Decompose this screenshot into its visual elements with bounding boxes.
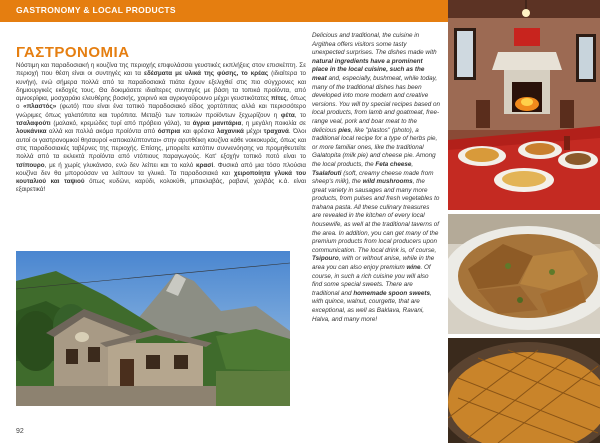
greek-text-run: Νόστιμη και παραδοσιακή η κουζίνα της περιοχής επιφυλάσσει γευστικές εκπλήξεις στον επισκέπτη. Σε περιοχή που θέση είναι οι συντηγές και τα — [16, 62, 306, 78]
english-body-text — [312, 32, 440, 324]
greek-bold-run: τραχανά — [263, 128, 289, 136]
baklava-tray-photo — [448, 338, 600, 443]
greek-text-run: αλλά και πολλά ακόμα προϊόντα από — [46, 128, 158, 136]
english-bold-run: Tsipouro — [312, 255, 339, 263]
greek-title: ΓΑΣΤΡΟΝΟΜΙΑ — [16, 44, 130, 61]
greek-body-text — [16, 62, 306, 195]
greek-bold-run: τσαλαφούτι — [16, 120, 51, 128]
greek-bold-run: κρασί — [195, 161, 214, 169]
english-bold-run: wild mushrooms — [362, 178, 413, 186]
greek-bold-run: πίτες — [270, 95, 287, 103]
greek-text-run: μέχρι — [243, 128, 264, 136]
english-text-run: (soft, creamy cheese made from sheep's milk), the — [312, 169, 434, 186]
page-number: 92 — [16, 428, 24, 435]
greek-text-run: . Όλοι αυτοί οι γαστρονομικοί θησαυροί «αποκαλύπτονται» στην αρυτθέικη κουζίνα κάθε νοικοκυράς, όπως και στις παραδοσιακές ταβέρνες της περιοχής. Επίσης, μπορείτε κατόπιν συννενόησης να προμηθευτείτε πολλά από τα εκλεκτά προϊόντα από ντόπιους παραγωγούς. Κατ' εξοχήν τοπικό ποτό είναι το — [16, 128, 306, 161]
plastos-pie-photo — [448, 214, 600, 334]
greek-text-run: , η μεγάλη ποικιλία σε — [241, 120, 306, 128]
english-bold-run: homemade spoon sweets — [353, 289, 430, 297]
section-header-bar — [0, 0, 448, 22]
greek-bold-run: λουκάνικα — [16, 128, 47, 136]
english-bold-run: wine — [406, 264, 421, 272]
greek-text-run: (μαλακό, κρεμώδες τυρί από πρόβειο γάλα), τα — [50, 120, 193, 128]
greek-bold-run: όσπρια — [157, 128, 181, 136]
english-text-run: Delicious and traditional, the cuisine in Argithea offers visitors some tasty unexpected surprises. The dishes made with — [312, 32, 437, 57]
greek-bold-run: εδέσματα με υλικά της φύσης, το κρέας — [143, 70, 269, 78]
greek-bold-run: τσίπουρο — [16, 161, 45, 169]
greek-text-run: , με ή χωρίς γλυκάνισο, ενώ δεν λείπει και το καλό — [44, 161, 196, 169]
english-text-run: , — [411, 160, 414, 168]
greek-bold-run: φέτα — [280, 111, 295, 119]
greek-text-run: . Φυσικά από μια τόσο πλούσια κουζίνα δεν θα μπορούσαν να λείπουν τα γλυκά. Τα παραδοσιακά και — [16, 161, 306, 177]
greek-text-run: (ιδιαίτερα το κυνήγι), ενώ σήμερα πολλά από τα παραδοσιακά πιάτα έχουν εξελιχθεί στις πιο σύγχρονες και δημιουργικές εκδοχές τους. Θα δοκιμάσετε ιδιαίτερες συνταγές με βάση τα τοπικά προϊόντα, από αμνοερίφια, μοσχαράκι ελευθέρης βοσκής, χοιρινό και αγριογούρουνο μέχρι γευστικότατες — [16, 70, 306, 103]
greek-bold-run: λαχανικά — [216, 128, 244, 136]
greek-text-run: , όπως ο — [16, 95, 306, 111]
english-bold-run: Feta cheese — [375, 160, 412, 168]
greek-bold-run: χειροποίητα γλυκά του κουταλιού και ταψιού — [16, 169, 306, 186]
english-text-run: , with quince, walnut, courgette, that are exceptional, as well as Baklava, Ravani, Halva, and many more! — [312, 289, 432, 323]
english-bold-run: pies — [338, 126, 351, 134]
greek-text-run: όπως κυδώνι, καρύδι, κολοκύθι, μπακλαβάς, ραβανί, χαλβάς κ.ά. είναι εξαιρετικά! — [16, 178, 306, 194]
english-bold-run: Tsalafouti — [312, 169, 342, 177]
section-header-title: GASTRONOMY & LOCAL PRODUCTS — [16, 5, 176, 15]
greek-bold-run: άγρια μανιτάρια — [192, 120, 242, 128]
greek-text-run: , το — [294, 111, 306, 119]
english-text-run: and, especially, bushmeat, while today, many of the traditional dishes has been developed into more modern and creative versions. You will try special recipes based on local products, from lamb and goatmeat, free-range veal, pork and boar meat to the delicious — [312, 74, 440, 134]
english-bold-run: natural ingredients have a prominent place in the local cuisine, such as the meat — [312, 57, 425, 82]
english-text-run: , with or without anise, while in the area you can also enjoy premium — [312, 255, 435, 272]
greek-text-run: και φρέσκα — [180, 128, 217, 136]
english-text-run: . Of course, in such a rich cuisine you will also find some special sweets. There are traditional and — [312, 264, 431, 297]
english-text-run: , like "plastos" (photo), a traditional local recipe for a type of herbs pie, or more familiar ones, like the traditional Galatopita (milk pie) and cheese pie. Among the local products, the — [312, 126, 438, 168]
greek-bold-run: «πλαστός» — [23, 103, 57, 111]
greek-text-run: (φωτό) που είναι ένα τοπικό παραδοσιακό είδος χορτόπιτας αλλά και περισσότερο γνώριμες όπως γαλατόπιτα και τυρόπιτα. Μεταξύ των τοπικών προϊόντων ξεχωρίζουν η — [16, 103, 306, 119]
english-text-run: , the great variety in sausages and many more products, from pulses and fresh vegetables to trahana pasta. All these culinary treasures are revealed in the kitchen of every local housewife, as well at the traditional taverns of the area. In addition, you can get many of the premium products from local producers upon communication. The local drink is, of course, — [312, 178, 440, 254]
village-house-photo — [16, 251, 290, 406]
tavern-interior-photo — [448, 0, 600, 210]
